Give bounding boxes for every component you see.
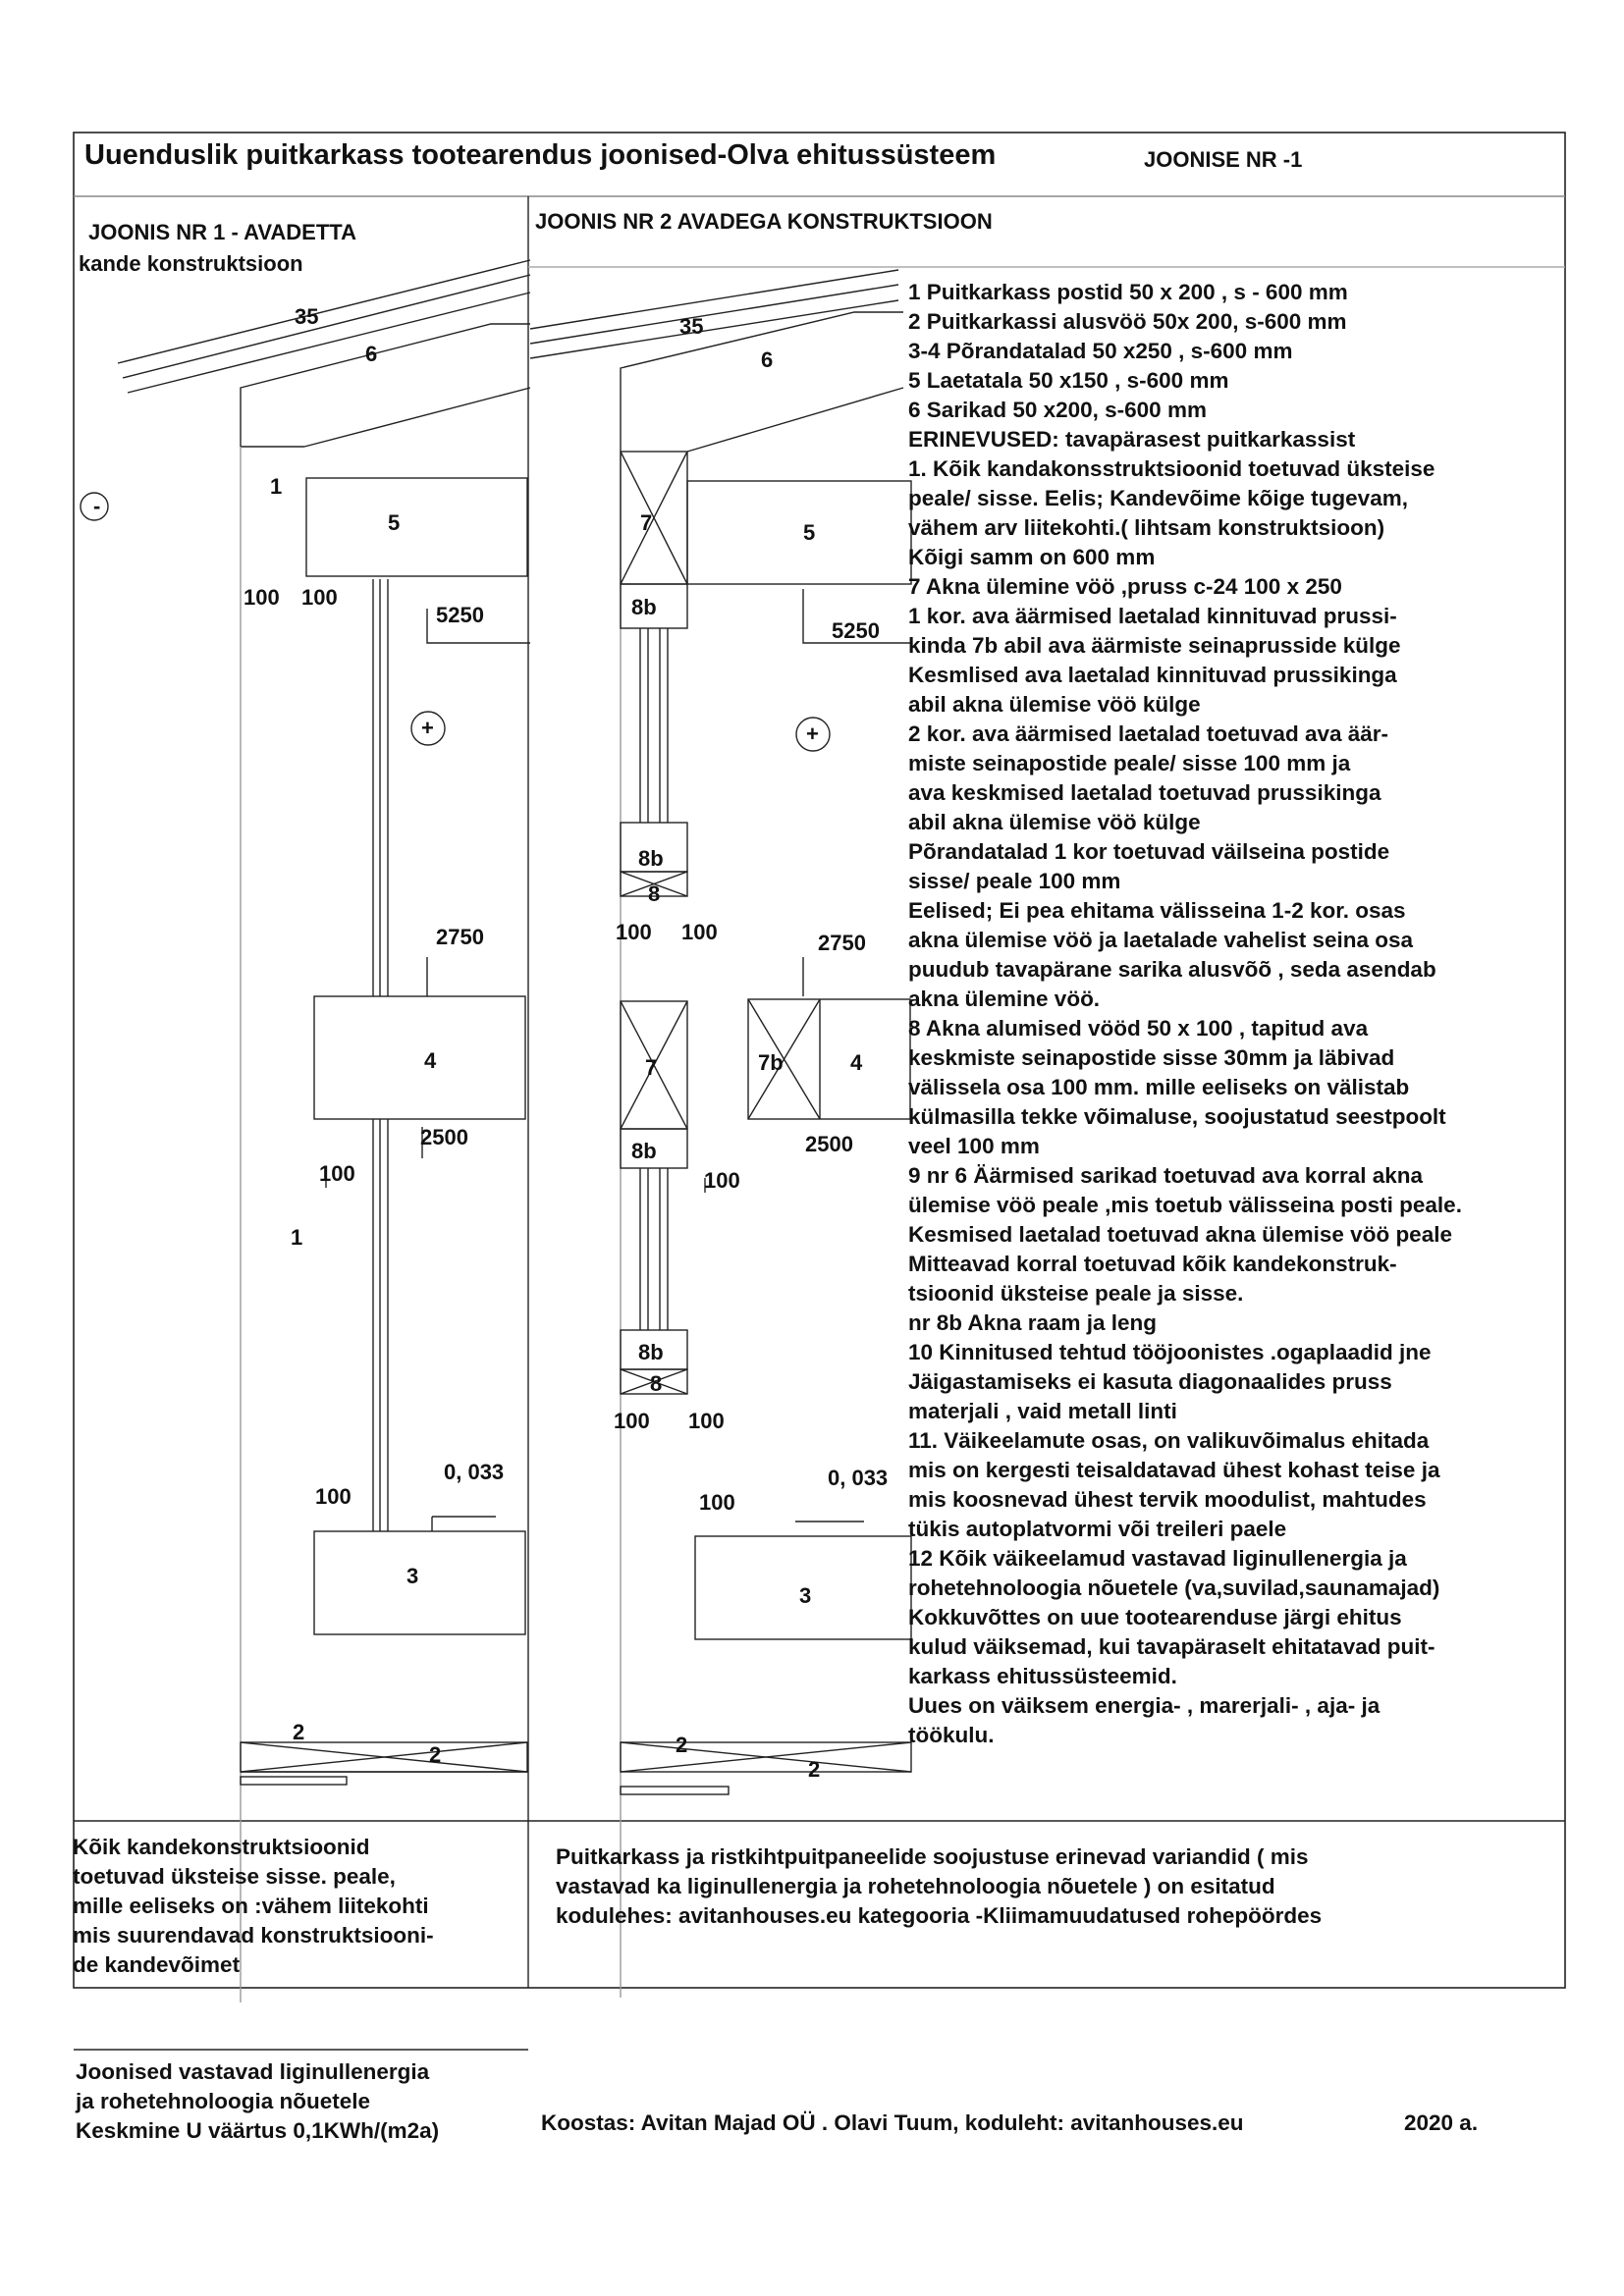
note-line: Mitteavad korral toetuvad kõik kandekonstruk- (908, 1252, 1397, 1276)
footer-left-bottom-line: ja rohetehnoloogia nõuetele (76, 2089, 371, 2113)
note-line: nr 8b Akna raam ja leng (908, 1310, 1158, 1335)
note-line: 8 Akna alumised vööd 50 x 100 , tapitud ava (908, 1016, 1369, 1041)
section1-subtitle: kande konstruktsioon (79, 251, 303, 276)
d1-minus-sign: - (93, 494, 101, 518)
drawing-number: JOONISE NR -1 (1144, 147, 1303, 172)
note-line: välissela osa 100 mm. mille eeliseks on välistab (908, 1075, 1410, 1099)
footer-right-top-line: Puitkarkass ja ristkihtpuitpaneelide soojustuse erinevad variandid ( mis (556, 1844, 1309, 1869)
note-line: akna ülemine vöö. (908, 987, 1101, 1011)
note-line: 2 kor. ava äärmised laetalad toetuvad ava äär- (908, 721, 1389, 746)
d1-dim-100d: 100 (315, 1484, 352, 1509)
d2-frame8b-bottom-label: 8b (638, 1340, 664, 1364)
note-line: Kesmlised ava laetalad kinnituvad prussikinga (908, 663, 1397, 687)
d2-dim-100e: 100 (688, 1409, 725, 1433)
author-line: Koostas: Avitan Majad OÜ . Olavi Tuum, koduleht: avitanhouses.eu (541, 2110, 1244, 2135)
note-line: ERINEVUSED: tavapärasest puitkarkassist (908, 427, 1356, 452)
d1-dim-2500: 2500 (420, 1125, 468, 1149)
d1-dim-5250: 5250 (436, 603, 484, 627)
drawing-2 (530, 270, 911, 1998)
d1-beam4-label: 4 (424, 1048, 437, 1073)
d2-dim-100f: 100 (699, 1490, 735, 1515)
year-label: 2020 a. (1404, 2110, 1479, 2135)
note-line: Kokkuvõttes on uue tootearenduse järgi ehitus (908, 1605, 1402, 1629)
d2-dim-2500: 2500 (805, 1132, 853, 1156)
footer-left-bottom-text (76, 2057, 439, 2146)
note-line: karkass ehitussüsteemid. (908, 1664, 1177, 1688)
footer-left-top-line: de kandevõimet (73, 1952, 241, 1977)
d2-angle-label: 35 (679, 314, 704, 339)
d1-rafter-label: 6 (365, 342, 378, 366)
note-line: Eelised; Ei pea ehitama välisseina 1-2 kor. osas (908, 898, 1406, 923)
d2-sill-label-b: 2 (808, 1757, 821, 1782)
note-line: 1 Puitkarkass postid 50 x 200 , s - 600 mm (908, 280, 1348, 304)
d2-frame8b-top-label: 8b (631, 595, 657, 619)
footer-right-top-line: kodulehes: avitanhouses.eu kategooria -Kliimamuudatused rohepöördes (556, 1903, 1323, 1928)
d2-header7-low-label: 7 (645, 1055, 658, 1080)
note-line: tükis autoplatvormi või treileri paele (908, 1517, 1287, 1541)
note-line: Jäigastamiseks ei kasuta diagonaalides pruss (908, 1369, 1392, 1394)
d1-post-lower-label: 1 (291, 1225, 303, 1250)
note-line: külmasilla tekke võimaluse, soojustatud seestpoolt (908, 1104, 1446, 1129)
note-line: Kesmised laetalad toetuvad akna ülemise vöö peale (908, 1222, 1452, 1247)
page-title: Uuenduslik puitkarkass tootearendus joonised-Olva ehitussüsteem (84, 139, 997, 171)
footer-left-top-text (73, 1833, 434, 1980)
note-line: kinda 7b abil ava äärmiste seinaprusside külge (908, 633, 1401, 658)
d1-angle-label: 35 (295, 304, 319, 329)
d1-joist-label: 5 (388, 510, 401, 535)
note-line: kulud väiksemad, kui tavapäraselt ehitatavad puit- (908, 1634, 1435, 1659)
note-line: veel 100 mm (908, 1134, 1040, 1158)
d2-beam3-label: 3 (799, 1583, 812, 1608)
note-line: ava keskmised laetalad toetuvad prussikinga (908, 780, 1381, 805)
d1-dim-100a: 100 (244, 585, 280, 610)
section1-title: JOONIS NR 1 - AVADETTA (88, 220, 356, 244)
note-line: miste seinapostide peale/ sisse 100 mm ja (908, 751, 1351, 775)
note-line: materjali , vaid metall linti (908, 1399, 1177, 1423)
note-line: Põrandatalad 1 kor toetuvad väilseina postide (908, 839, 1390, 864)
note-line: abil akna ülemise vöö külge (908, 692, 1201, 717)
d1-post-label: 1 (270, 474, 283, 499)
note-line: 1. Kõik kandakonsstruktsioonid toetuvad üksteise (908, 456, 1435, 481)
note-line: mis on kergesti teisaldatavad ühest kohast teise ja (908, 1458, 1440, 1482)
note-line: mis koosnevad ühest tervik moodulist, mahtudes (908, 1487, 1427, 1512)
note-line: rohetehnoloogia nõuetele (va,suvilad,saunamajad) (908, 1575, 1440, 1600)
d2-beam4-label: 4 (850, 1050, 863, 1075)
d1-dim-100c: 100 (319, 1161, 355, 1186)
footer-right-top-line: vastavad ka liginullenergia ja rohetehnoloogia nõuetele ) on esitatud (556, 1874, 1275, 1898)
d2-dim-100b: 100 (681, 920, 718, 944)
footer-left-top-line: mille eeliseks on :vähem liitekohti (73, 1894, 429, 1918)
note-line: sisse/ peale 100 mm (908, 869, 1121, 893)
footer-left-bottom-line: Joonised vastavad liginullenergia (76, 2059, 430, 2084)
notes-list (908, 278, 1462, 1750)
note-line: vähem arv liitekohti.( lihtsam konstruktsioon) (908, 515, 1385, 540)
section2-title: JOONIS NR 2 AVADEGA KONSTRUKTSIOON (535, 209, 993, 234)
d2-sill8-bottom-label: 8 (650, 1371, 663, 1396)
note-line: 2 Puitkarkassi alusvöö 50x 200, s-600 mm (908, 309, 1347, 334)
d1-sill-label-a: 2 (293, 1720, 305, 1744)
note-line: akna ülemise vöö ja laetalade vahelist seina osa (908, 928, 1414, 952)
note-line: puudub tavapärane sarika alusvõõ , seda asendab (908, 957, 1436, 982)
d1-sill-label-b: 2 (429, 1742, 442, 1767)
d2-dim-100a: 100 (616, 920, 652, 944)
note-line: 5 Laetatala 50 x150 , s-600 mm (908, 368, 1229, 393)
note-line: 9 nr 6 Äärmised sarikad toetuvad ava korral akna (908, 1163, 1424, 1188)
footer-left-bottom-line: Keskmine U väärtus 0,1KWh/(m2a) (76, 2118, 440, 2143)
d2-prussik-label: 7b (758, 1050, 784, 1075)
note-line: ülemise vöö peale ,mis toetub välisseina posti peale. (908, 1193, 1462, 1217)
note-line: keskmiste seinapostide sisse 30mm ja läbivad (908, 1045, 1395, 1070)
footer-left-top-line: Kõik kandekonstruktsioonid (73, 1835, 370, 1859)
note-line: peale/ sisse. Eelis; Kandevõime kõige tugevam, (908, 486, 1408, 510)
footer-left-top-line: toetuvad üksteise sisse. peale, (73, 1864, 396, 1889)
d2-joist-label: 5 (803, 520, 816, 545)
d2-dim-0033: 0, 033 (828, 1466, 889, 1490)
d2-plus-sign: + (806, 721, 819, 746)
note-line: 3-4 Põrandatalad 50 x250 , s-600 mm (908, 339, 1293, 363)
note-line: 6 Sarikad 50 x200, s-600 mm (908, 398, 1207, 422)
d2-rafter-label: 6 (761, 347, 774, 372)
note-line: 11. Väikeelamute osas, on valikuvõimalus ehitada (908, 1428, 1430, 1453)
d1-dim-0033: 0, 033 (444, 1460, 505, 1484)
d2-frame8b-low-label: 8b (631, 1139, 657, 1163)
note-line: Uues on väiksem energia- , marerjali- , aja- ja (908, 1693, 1380, 1718)
note-line: Kõigi samm on 600 mm (908, 545, 1156, 569)
note-line: töökulu. (908, 1723, 995, 1747)
d1-plus-sign: + (421, 716, 434, 740)
note-line: 1 kor. ava äärmised laetalad kinnituvad prussi- (908, 604, 1397, 628)
footer-left-top-line: mis suurendavad konstruktsiooni- (73, 1923, 434, 1948)
d2-frame8b-mid-label: 8b (638, 846, 664, 871)
d2-dim-5250: 5250 (832, 618, 880, 643)
d2-header7-top-label: 7 (640, 510, 653, 535)
note-line: 7 Akna ülemine vöö ,pruss c-24 100 x 250 (908, 574, 1342, 599)
footer-right-top-text (556, 1842, 1322, 1931)
d2-sill-label-a: 2 (676, 1733, 688, 1757)
d2-dim-100c: 100 (704, 1168, 740, 1193)
d1-dim-100b: 100 (301, 585, 338, 610)
note-line: 10 Kinnitused tehtud tööjoonistes .ogaplaadid jne (908, 1340, 1432, 1364)
note-line: 12 Kõik väikeelamud vastavad liginullenergia ja (908, 1546, 1407, 1571)
note-line: abil akna ülemise vöö külge (908, 810, 1201, 834)
d2-sill8-mid-label: 8 (648, 881, 661, 906)
d2-dim-100d: 100 (614, 1409, 650, 1433)
d1-beam3-label: 3 (406, 1564, 419, 1588)
note-line: tsioonid üksteise peale ja sisse. (908, 1281, 1244, 1306)
d2-dim-2750: 2750 (818, 931, 866, 955)
d1-dim-2750: 2750 (436, 925, 484, 949)
